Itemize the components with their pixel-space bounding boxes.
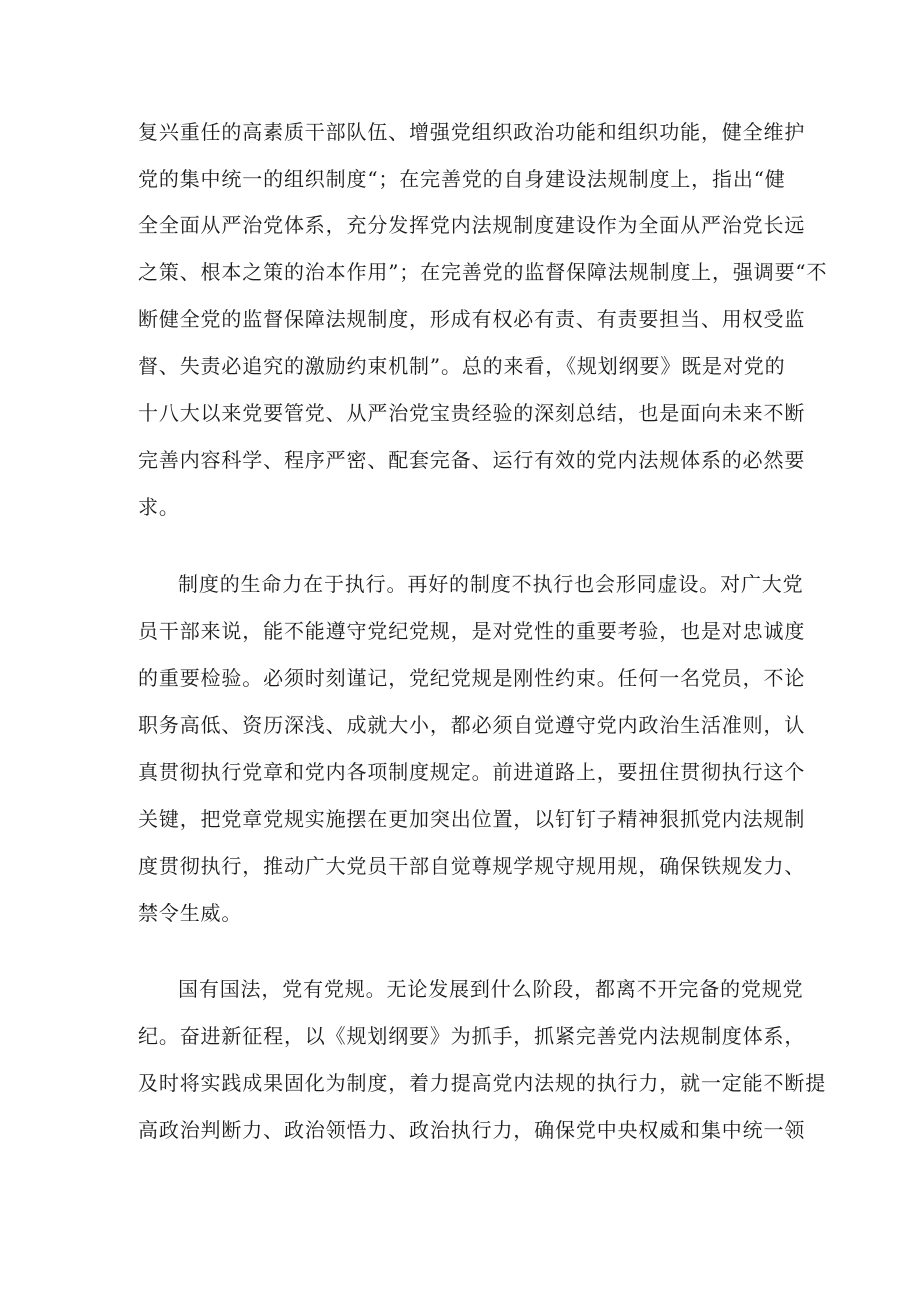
text-line: 度贯彻执行，推动广大党员干部自觉尊规学规守规用规，确保铁规发力、 — [138, 854, 806, 878]
text-line: 全全面从严治党体系，充分发挥党内法规制度建设作为全面从严治党长远 — [138, 213, 806, 237]
text-line: 关键，把党章党规实施摆在更加突出位置，以钉钉子精神狠抓党内法规制 — [138, 807, 806, 831]
text-line: 完善内容科学、程序严密、配套完备、运行有效的党内法规体系的必然要 — [138, 448, 806, 472]
text-line: 复兴重任的高素质干部队伍、增强党组织政治功能和组织功能，健全维护 — [138, 120, 806, 144]
text-line: 的重要检验。必须时刻谨记，党纪党规是刚性约束。任何一名党员，不论 — [138, 666, 806, 690]
text-line: 及时将实践成果固化为制度，着力提高党内法规的执行力，就一定能不断提 — [138, 1071, 827, 1095]
text-line: 纪。奋进新征程，以《规划纲要》为抓手，抓紧完善党内法规制度体系， — [138, 1024, 806, 1048]
text-line: 高政治判断力、政治领悟力、政治执行力，确保党中央权威和集中统一领 — [138, 1118, 806, 1142]
text-line: 督、失责必追究的激励约束机制”。总的来看，《规划纲要》既是对党的 — [138, 354, 786, 378]
text-line: 制度的生命力在于执行。再好的制度不执行也会形同虚设。对广大党 — [178, 572, 804, 596]
text-line: 断健全党的监督保障法规制度，形成有权必有责、有责要担当、用权受监 — [138, 307, 806, 331]
text-line: 求。 — [138, 495, 180, 519]
text-line: 之策、根本之策的治本作用”；在完善党的监督保障法规制度上，强调要“不 — [138, 260, 828, 284]
text-line: 党的集中统一的组织制度“；在完善党的自身建设法规制度上，指出“健 — [138, 167, 786, 191]
text-line: 国有国法，党有党规。无论发展到什么阶段，都离不开完备的党规党 — [178, 977, 804, 1001]
text-line: 十八大以来党要管党、从严治党宝贵经验的深刻总结，也是面向未来不断 — [138, 401, 806, 425]
text-line: 员干部来说，能不能遵守党纪党规，是对党性的重要考验，也是对忠诚度 — [138, 619, 806, 643]
text-line: 职务高低、资历深浅、成就大小，都必须自觉遵守党内政治生活准则，认 — [138, 713, 806, 737]
text-line: 真贯彻执行党章和党内各项制度规定。前进道路上，要扭住贯彻执行这个 — [138, 760, 806, 784]
text-line: 禁令生威。 — [138, 901, 243, 925]
